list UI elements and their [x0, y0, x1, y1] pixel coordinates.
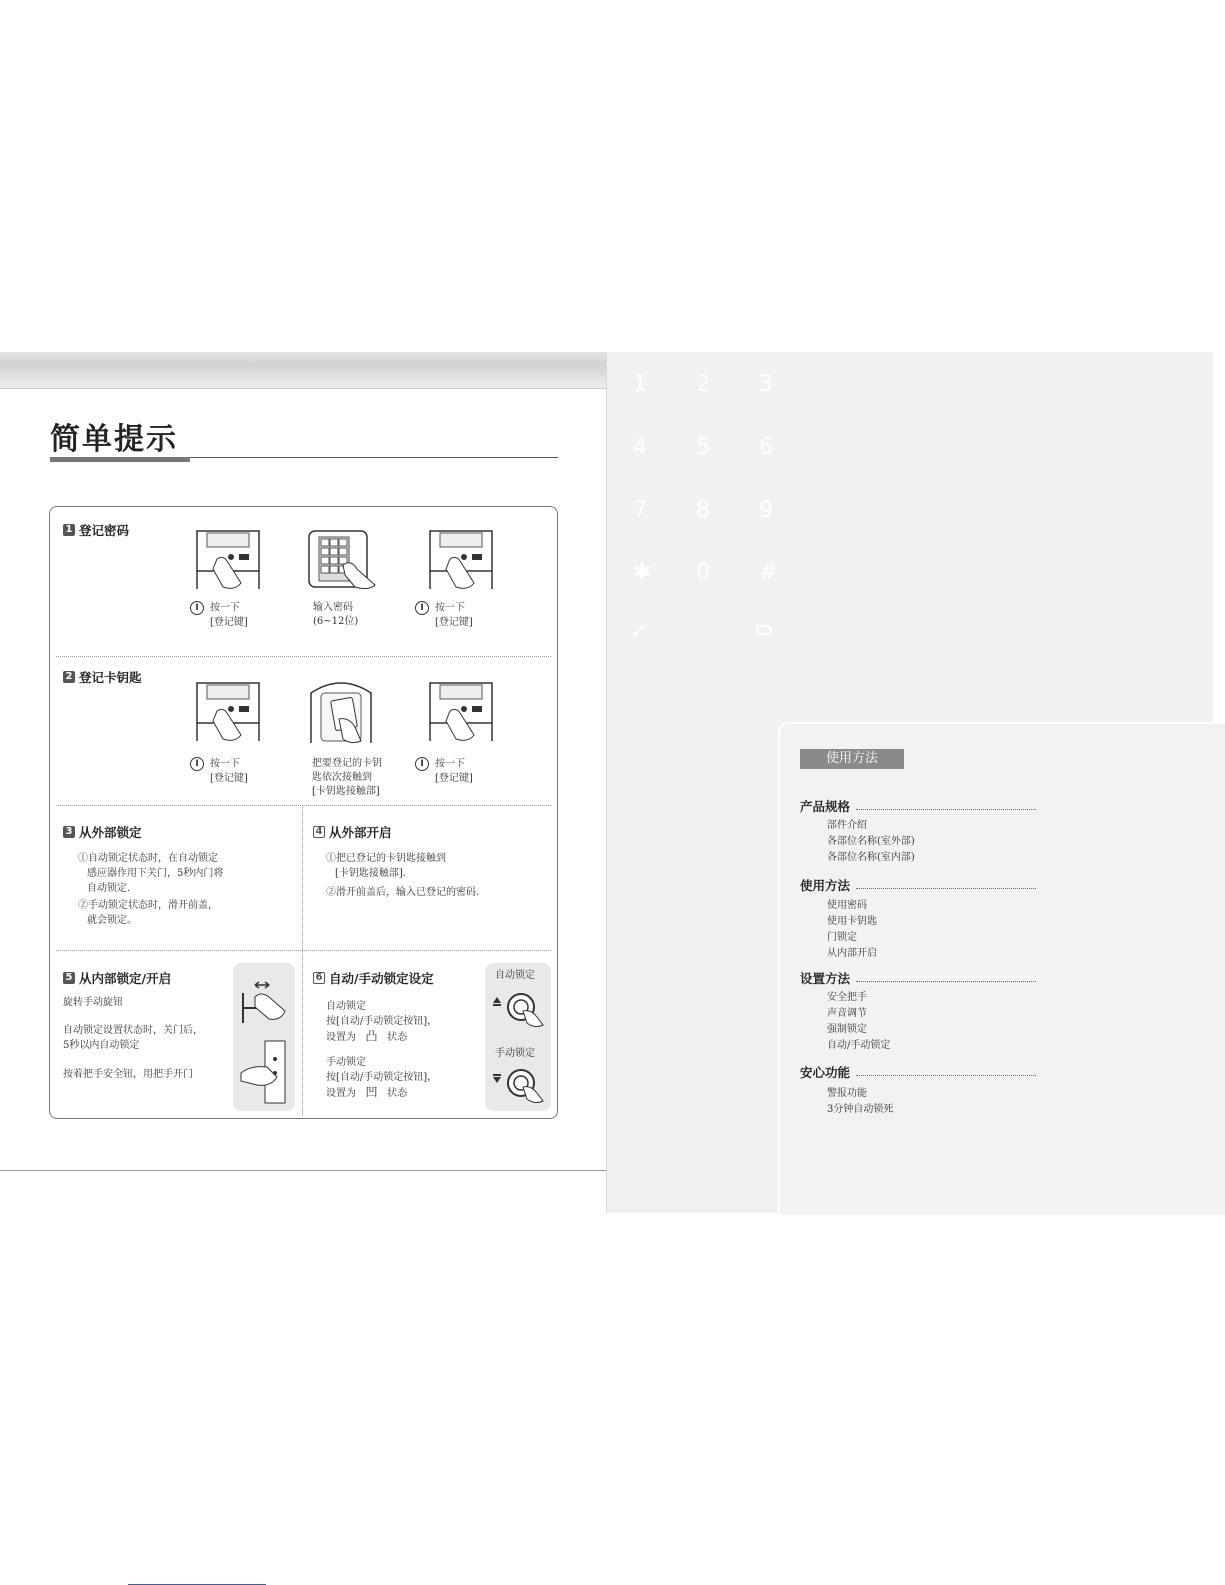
- toc-item[interactable]: 警报功能: [827, 1088, 867, 1099]
- step-number-badge: 6: [313, 972, 325, 984]
- toc-badge: 使用方法: [800, 749, 904, 769]
- leader-dots: [856, 981, 1036, 982]
- pencil-icon: [632, 622, 648, 638]
- convex-symbol: 凸: [365, 1029, 378, 1043]
- section-title-text: 从内部锁定/开启: [79, 971, 172, 986]
- step-number-badge: 3: [63, 826, 75, 838]
- toc-group-label: 产品规格: [800, 799, 851, 814]
- toc-item[interactable]: 从内部开启: [827, 948, 877, 959]
- body-line: ①自动锁定状态时，在自动锁定: [78, 853, 218, 864]
- keypad-key: 1: [633, 372, 647, 397]
- auto-lock-instructions: [326, 999, 437, 1045]
- auto-manual-illustration-box: [485, 963, 551, 1111]
- keypad-key: 3: [759, 372, 773, 397]
- press-register-key-illustration: [428, 529, 498, 591]
- manual-lock-button-illustration: [487, 1063, 549, 1103]
- body-line: [卡钥匙接触部].: [335, 868, 406, 879]
- caption-line: 输入密码: [313, 602, 353, 613]
- inside-lock-illustration-box: [233, 963, 295, 1111]
- keypad-key: 9: [759, 498, 773, 523]
- body-line: 按着把手安全钮，用把手开门: [63, 1069, 193, 1080]
- body-line: 按[自动/手动锁定按钮]，: [326, 1072, 438, 1083]
- tips-panel: [49, 506, 558, 1119]
- keypad-key: 0: [696, 560, 710, 585]
- section-title-text: 从外部锁定: [79, 825, 142, 840]
- step-caption: [190, 757, 248, 786]
- step-caption: [415, 601, 473, 630]
- caption-line: 匙依次接触到: [312, 772, 372, 783]
- body-line: 设置为: [326, 1032, 356, 1043]
- section-6-title: [313, 969, 434, 987]
- body-line: 按[自动/手动锁定按钮]，: [326, 1016, 438, 1027]
- card-key-touch-illustration: [307, 679, 377, 745]
- step-number-badge: 5: [63, 972, 75, 984]
- title-accent-bar: [50, 457, 190, 462]
- manual-lock-label: 手动锁定: [495, 1048, 535, 1059]
- toc-group-title[interactable]: [800, 876, 1036, 894]
- keypad-key: 4: [633, 435, 647, 460]
- section-title-text: 从外部开启: [329, 825, 392, 840]
- body-line: ①把已登记的卡钥匙接触到: [326, 853, 446, 864]
- section-1-title: [63, 521, 129, 539]
- step-caption: [312, 757, 382, 799]
- section-3-title: [63, 823, 142, 841]
- keypad-key: 2: [696, 372, 710, 397]
- body-line: 设置为: [326, 1088, 356, 1099]
- page-bottom-rule: [0, 1170, 606, 1171]
- info-icon: I: [190, 757, 204, 771]
- toc-item[interactable]: 门锁定: [827, 932, 857, 943]
- section-2-title: [63, 668, 142, 686]
- step-caption: [313, 601, 358, 629]
- toc-item[interactable]: 安全把手: [827, 992, 867, 1003]
- section-title-text: 登记卡钥匙: [79, 670, 142, 685]
- caption-line: 按一下: [435, 758, 465, 770]
- leader-dots: [856, 1075, 1036, 1076]
- section-3-body: [78, 851, 223, 928]
- caption-line: 按一下: [435, 602, 465, 614]
- press-register-key-illustration: [195, 529, 265, 591]
- keypad-key: 8: [696, 498, 710, 523]
- caption-line: [登记键]: [435, 772, 473, 784]
- concave-symbol: 凹: [365, 1085, 378, 1099]
- divider: [56, 805, 551, 806]
- body-line: 状态: [387, 1032, 408, 1043]
- toc-item[interactable]: 部件介绍: [827, 820, 867, 831]
- toc-group-label: 设置方法: [800, 971, 851, 986]
- caption-line: [卡钥匙接触部]: [312, 786, 380, 797]
- info-icon: I: [415, 757, 429, 771]
- body-line: 5秒以内自动锁定: [63, 1040, 140, 1051]
- section-5-title: [63, 969, 171, 987]
- caption-line: [登记键]: [435, 616, 473, 628]
- step-caption: [190, 601, 248, 630]
- keypad-key: 5: [696, 435, 710, 460]
- press-register-key-illustration: [428, 681, 498, 743]
- section-title-text: 登记密码: [79, 523, 130, 538]
- header-band: [0, 352, 606, 389]
- auto-lock-label: 自动锁定: [495, 970, 535, 981]
- divider: [302, 805, 303, 1116]
- toc-item[interactable]: 强制锁定: [827, 1024, 867, 1035]
- auto-lock-button-illustration: [487, 987, 549, 1027]
- section-title-text: 自动/手动锁定设定: [329, 971, 434, 986]
- leader-dots: [856, 809, 1036, 810]
- toc-group-label: 使用方法: [800, 878, 851, 893]
- step-caption: [415, 757, 473, 786]
- body-line: ②滑开前盖后，输入已登记的密码.: [326, 887, 480, 898]
- toc-item[interactable]: 使用密码: [827, 900, 867, 911]
- caption-line: 按一下: [210, 758, 240, 770]
- body-line: 感应器作用下关门，5秒内门将: [87, 868, 224, 879]
- press-register-key-illustration: [195, 681, 265, 743]
- toc-item[interactable]: 3分钟自动锁死: [827, 1104, 894, 1115]
- keypad-key: ✱: [633, 560, 652, 585]
- caption-line: 按一下: [210, 602, 240, 614]
- caption-line: 把要登记的卡钥: [312, 758, 382, 769]
- auto-lock-title: 自动锁定: [326, 1001, 366, 1012]
- toc-group-title[interactable]: [800, 1063, 1036, 1081]
- step-number-badge: 2: [63, 671, 75, 683]
- manual-lock-instructions: [326, 1055, 437, 1101]
- caption-line: [登记键]: [210, 772, 248, 784]
- keypad-key: 6: [759, 435, 773, 460]
- page-title: 简单提示: [50, 422, 178, 457]
- toc-item[interactable]: 各部位名称(室内部): [827, 852, 915, 863]
- keypad-key: 7: [633, 498, 647, 523]
- toc-item[interactable]: 声音调节: [827, 1008, 867, 1019]
- toc-item[interactable]: 各部位名称(室外部): [827, 836, 915, 847]
- toc-group-title[interactable]: [800, 797, 1036, 815]
- body-line: 就会锁定。: [87, 915, 137, 926]
- body-line: 自动锁定设置状态时，关门后，: [63, 1025, 203, 1036]
- section-4-title: [313, 823, 392, 841]
- info-icon: I: [190, 601, 204, 615]
- toc-group-label: 安心功能: [800, 1065, 851, 1080]
- keypad-key: #: [759, 560, 778, 585]
- section-4-body: [326, 851, 479, 900]
- toc-item[interactable]: 自动/手动锁定: [827, 1040, 891, 1051]
- leader-dots: [856, 888, 1036, 889]
- step-number-badge: 1: [63, 524, 75, 536]
- divider: [56, 950, 551, 951]
- body-line: 自动锁定.: [87, 883, 131, 894]
- thumb-turn-illustration: [233, 963, 295, 1111]
- toc-group-title[interactable]: [800, 969, 1036, 987]
- body-line: 旋转手动旋钮: [63, 997, 123, 1008]
- caption-line: [登记键]: [210, 616, 248, 628]
- caption-line: (6~12位): [313, 616, 359, 627]
- body-line: ②手动锁定状态时，滑开前盖，: [78, 900, 218, 911]
- battery-icon: [756, 624, 774, 636]
- toc-item[interactable]: 使用卡钥匙: [827, 916, 877, 927]
- info-icon: I: [415, 601, 429, 615]
- enter-password-illustration: [307, 529, 387, 591]
- step-number-badge: 4: [313, 826, 325, 838]
- manual-lock-title: 手动锁定: [326, 1057, 366, 1068]
- body-line: 状态: [387, 1088, 408, 1099]
- divider: [56, 656, 551, 657]
